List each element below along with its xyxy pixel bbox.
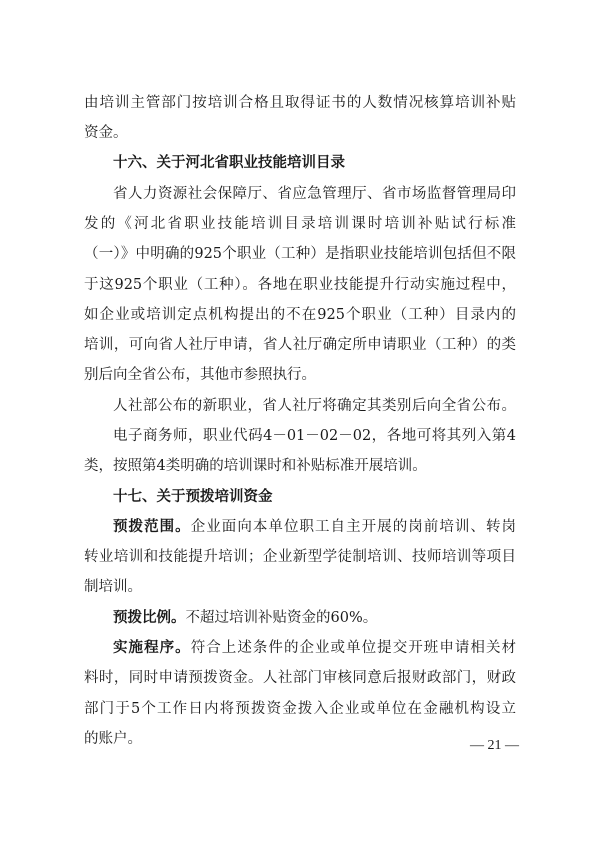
paragraph-line: （一）》中明确的925个职业（工种）是指职业技能培训包括但不限 <box>84 246 516 262</box>
paragraph-line: 发的《河北省职业技能培训目录培训课时培训补贴试行标准 <box>84 216 516 232</box>
page-number: — 21 — <box>470 738 519 753</box>
paragraph-line: 的账户。 <box>84 731 142 747</box>
paragraph-line: 培训，可向省人社厅申请，省人社厅确定所申请职业（工种）的类 <box>84 337 516 353</box>
paragraph-line: 于这925个职业（工种）。各地在职业技能提升行动实施过程中， <box>84 277 516 293</box>
paragraph-line: 转业培训和技能提升培训；企业新型学徒制培训、技师培训等项目 <box>84 549 516 565</box>
subsection-label: 实施程序。 <box>113 639 191 656</box>
section-heading-17: 十七、关于预拨培训资金 <box>113 489 273 505</box>
paragraph-line: 料时，同时申请预拨资金。人社部门审核同意后报财政部门，财政 <box>84 670 516 686</box>
paragraph-line: 类，按照第4类明确的培训课时和补贴标准开展培训。 <box>84 458 427 474</box>
paragraph-line: 制培训。 <box>84 579 142 595</box>
paragraph-line: 别后向全省公布，其他市参照执行。 <box>84 367 316 383</box>
paragraph-line: 部门于5个工作日内将预拨资金拨入企业或单位在金融机构设立 <box>84 701 516 717</box>
paragraph-line: 如企业或培训定点机构提出的不在925个职业（工种）目录内的 <box>84 307 516 323</box>
subsection-label: 预拨范围。 <box>113 518 191 535</box>
paragraph-line: 实施程序。符合上述条件的企业或单位提交开班申请相关材 <box>113 639 517 656</box>
section-heading-16: 十六、关于河北省职业技能培训目录 <box>113 155 345 171</box>
paragraph-line: 由培训主管部门按培训合格且取得证书的人数情况核算培训补贴 <box>84 95 516 111</box>
paragraph-line: 电子商务师，职业代码4－01－02－02，各地可将其列入第4 <box>113 428 516 444</box>
paragraph-line: 省人力资源社会保障厅、省应急管理厅、省市场监督管理局印 <box>113 186 516 202</box>
paragraph-line: 预拨范围。企业面向本单位职工自主开展的岗前培训、转岗 <box>113 518 517 535</box>
subsection-label: 预拨比例。 <box>113 609 186 626</box>
paragraph-line: 人社部公布的新职业，省人社厅将确定其类别后向全省公布。 <box>113 398 516 414</box>
paragraph-line: 预拨比例。不超过培训补贴资金的60%。 <box>113 609 378 626</box>
paragraph-line: 资金。 <box>84 125 128 141</box>
